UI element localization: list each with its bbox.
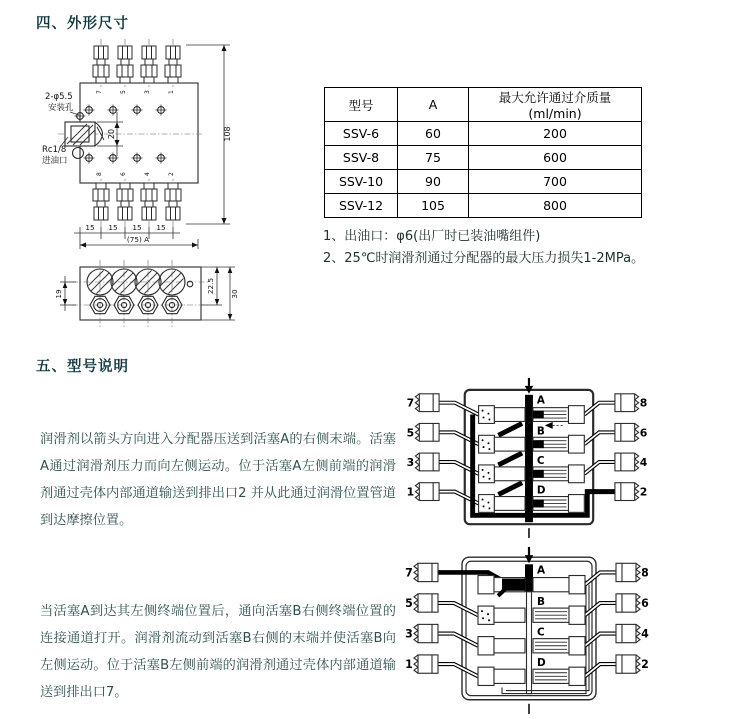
bottom-view [54, 260, 239, 327]
spec-table [324, 87, 642, 218]
svg-text:2-φ5.5: 2-φ5.5 [45, 92, 73, 102]
piston-label: C [537, 626, 545, 639]
svg-text:15: 15 [156, 223, 166, 232]
piston-label: B [537, 595, 546, 609]
port-label: 8 [641, 566, 649, 580]
inlet-label [42, 137, 68, 166]
svg-text:19: 19 [54, 289, 63, 299]
port-label: 2 [639, 485, 648, 499]
piston-label: A [536, 394, 545, 407]
port-fitting [414, 624, 438, 642]
table-row [325, 146, 642, 170]
svg-text:30: 30 [230, 289, 239, 299]
front-view [42, 39, 232, 249]
port-fitting [415, 394, 439, 412]
svg-text:(75) A: (75) A [126, 235, 150, 244]
svg-text:15: 15 [85, 223, 95, 232]
port-label: 1 [405, 658, 413, 672]
port-label: 4 [639, 455, 648, 469]
port-fitting [415, 423, 439, 441]
port-label: 5 [405, 596, 413, 611]
port-fitting [615, 453, 639, 471]
piston-label: D [536, 484, 546, 497]
column-header-flow: 最大允许通过介质量(ml/min) [469, 88, 642, 122]
port-label: 2 [641, 658, 649, 672]
port-fitting [414, 655, 438, 673]
grease-fitting-bottom-row [93, 179, 181, 227]
front-port-number: 7 [96, 90, 103, 94]
port-fitting [414, 563, 438, 581]
port-label: 5 [406, 426, 415, 440]
section-5-title: 五、型号说明 [36, 359, 129, 375]
dim-19 [54, 276, 76, 311]
svg-text:进油口: 进油口 [42, 156, 68, 166]
table-cell: 90 [398, 170, 469, 194]
svg-text:108: 108 [223, 126, 232, 142]
table-cell: 75 [398, 146, 469, 170]
port-fitting [616, 594, 640, 612]
port-label: 3 [405, 627, 413, 641]
table-cell: 200 [469, 122, 642, 146]
note-1: 1、出油口：φ6(出厂时已装油嘴组件) [323, 229, 541, 244]
grease-fitting-top-row [93, 39, 181, 87]
paragraph-1: 润滑剂以箭头方向进入分配器压送到活塞A的右侧末端。活塞A通过润滑剂压力而向左侧运动。位于活塞A左侧前端的润滑剂通过壳体内部通道输送到排出口2 并从此通过润滑位置管道到达摩擦位置。 [40, 432, 396, 529]
front-port-number: 6 [120, 172, 127, 176]
front-port-number: 8 [96, 172, 103, 176]
table-row [325, 170, 642, 194]
port-label: 1 [406, 485, 415, 499]
inlet-channel [525, 564, 533, 591]
front-port-number: 2 [168, 172, 175, 176]
column-header-model: 型号 [325, 88, 398, 122]
note-2: 2、25℃时润滑剂通过分配器的最大压力损失1-2MPa。 [323, 251, 645, 266]
inlet-channel [525, 395, 533, 522]
notes [323, 226, 644, 270]
table-cell: 600 [469, 146, 642, 170]
dim-75-A [80, 235, 198, 249]
port-label: 7 [405, 566, 413, 580]
piston-label: B [536, 425, 545, 438]
port-fitting [415, 483, 439, 501]
table-cell: 105 [398, 194, 469, 218]
table-header-row [325, 88, 642, 122]
piston-label: A [537, 564, 546, 577]
svg-text:安装孔: 安装孔 [48, 103, 74, 113]
front-port-number: 4 [144, 172, 151, 176]
front-port-number: 3 [144, 90, 151, 94]
svg-text:15: 15 [132, 223, 142, 232]
mount-label [45, 92, 79, 115]
port-label: 7 [406, 396, 415, 410]
port-label: 6 [641, 596, 649, 611]
port-label: 6 [639, 426, 648, 440]
port-fitting [616, 563, 640, 581]
port-label: 4 [641, 627, 649, 641]
table-cell: SSV-12 [325, 194, 398, 218]
table-cell: 700 [469, 170, 642, 194]
port-fitting [415, 453, 439, 471]
piston-label: C [536, 454, 545, 467]
port-fitting [616, 655, 640, 673]
port-fitting [615, 423, 639, 441]
svg-text:22.5: 22.5 [206, 277, 215, 295]
svg-text:20: 20 [107, 128, 116, 140]
port-fitting [616, 624, 640, 642]
table-row [325, 122, 642, 146]
table-cell: SSV-10 [325, 170, 398, 194]
front-port-number: 5 [120, 90, 127, 94]
dimension-drawing [38, 36, 250, 336]
schematic-diagram-2 [402, 547, 652, 715]
svg-text:15: 15 [108, 223, 118, 232]
section-4-title: 四、外形尺寸 [36, 16, 129, 32]
table-cell: 800 [469, 194, 642, 218]
port-fitting [615, 394, 639, 412]
port-label: 8 [639, 396, 648, 410]
paragraph-2: 当活塞A到达其左侧终端位置后，通向活塞B右侧终端位置的连接通道打开。润滑剂流动到活塞B右侧的末端并使活塞B向左侧运动。位于活塞B左侧前端的润滑剂通过壳体内部通道输送到排出口7。 [40, 604, 396, 701]
table-cell: SSV-8 [325, 146, 398, 170]
port-label: 3 [406, 455, 415, 469]
svg-text:Rc1/8: Rc1/8 [42, 145, 67, 155]
port-fitting [414, 594, 438, 612]
port-fitting [615, 483, 639, 501]
table-row [325, 194, 642, 218]
table-cell: SSV-6 [325, 122, 398, 146]
schematic-diagram-1 [402, 378, 652, 541]
piston-label: D [537, 657, 546, 670]
table-cell: 60 [398, 122, 469, 146]
column-header-a: A [398, 88, 469, 122]
front-port-number: 1 [168, 90, 175, 94]
